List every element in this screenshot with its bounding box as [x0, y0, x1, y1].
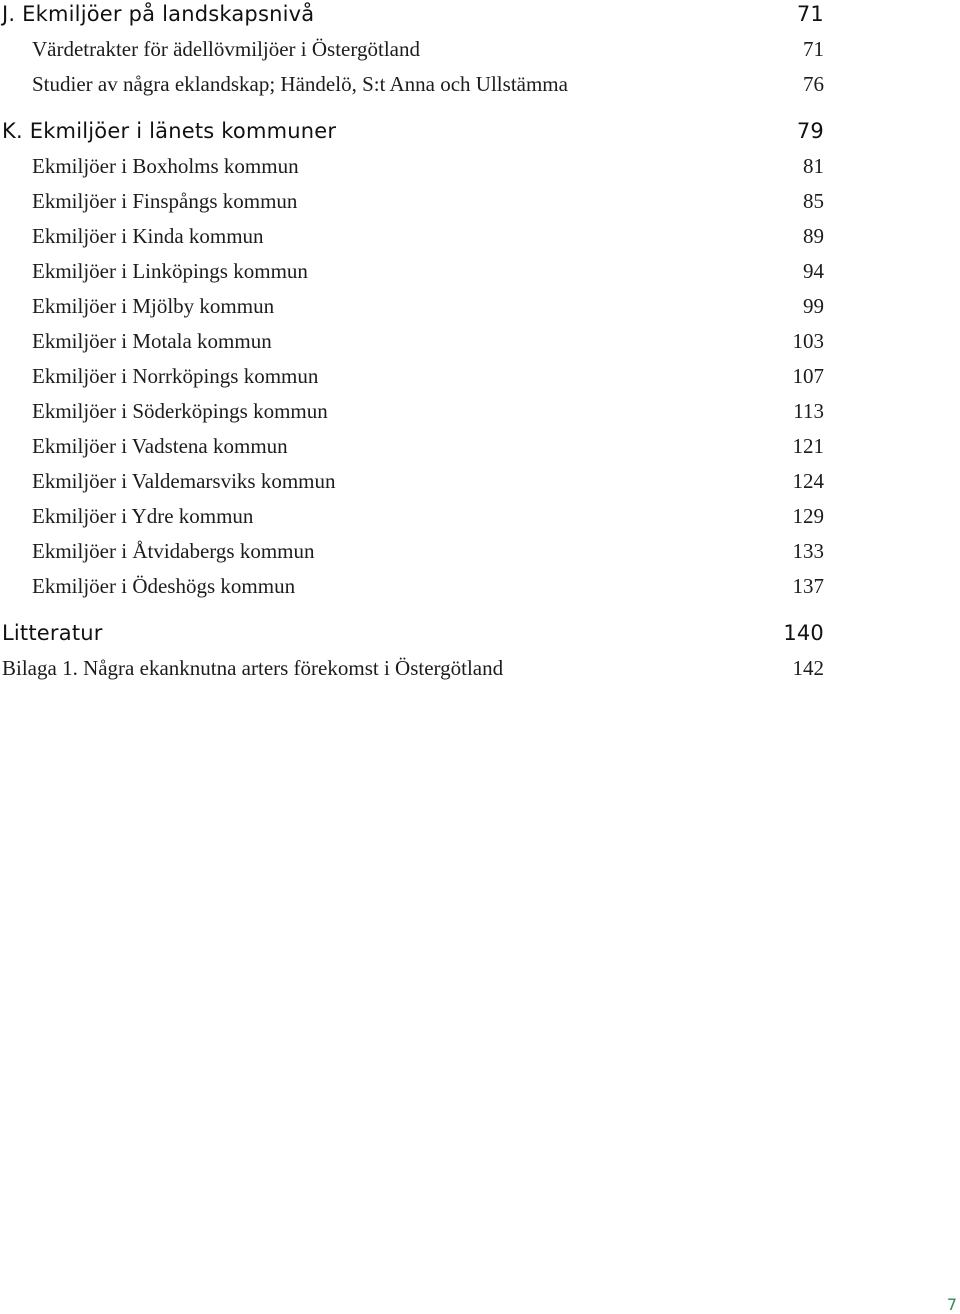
entry-page-number: 113: [793, 399, 824, 423]
entry-page-number: 124: [792, 469, 824, 493]
toc-section-heading[interactable]: [0, 0, 960, 32]
section-title: J. Ekmiljöer på landskapsnivå: [2, 2, 315, 26]
toc-entry[interactable]: [0, 32, 960, 67]
toc-entry[interactable]: [0, 324, 960, 359]
entry-page-number: 89: [803, 224, 824, 248]
entry-label: Ekmiljöer i Valdemarsviks kommun: [32, 469, 336, 493]
toc-entry[interactable]: [0, 651, 960, 686]
section-title: K. Ekmiljöer i länets kommuner: [2, 119, 337, 143]
entry-label: Ekmiljöer i Norrköpings kommun: [32, 364, 319, 388]
entry-label: Ekmiljöer i Finspångs kommun: [32, 189, 298, 213]
entry-page-number: 137: [792, 574, 824, 598]
toc-entry[interactable]: [0, 219, 960, 254]
toc-entry[interactable]: [0, 67, 960, 102]
entry-page-number: 99: [803, 294, 824, 318]
entry-label: Ekmiljöer i Motala kommun: [32, 329, 272, 353]
toc-entry[interactable]: [0, 499, 960, 534]
toc-entry[interactable]: [0, 149, 960, 184]
entry-label: Ekmiljöer i Ödeshögs kommun: [32, 574, 296, 598]
toc-entry[interactable]: [0, 569, 960, 604]
entry-page-number: 142: [792, 656, 824, 680]
entry-page-number: 85: [803, 189, 824, 213]
toc-entry[interactable]: [0, 359, 960, 394]
entry-page-number: 129: [792, 504, 824, 528]
entry-page-number: 81: [803, 154, 824, 178]
entry-page-number: 133: [792, 539, 824, 563]
entry-page-number: 103: [792, 329, 824, 353]
page-folio-number: 7: [946, 1295, 957, 1314]
entry-label: Ekmiljöer i Söderköpings kommun: [32, 399, 328, 423]
toc-entry[interactable]: [0, 184, 960, 219]
toc-entry[interactable]: [0, 289, 960, 324]
entry-page-number: 107: [792, 364, 824, 388]
entry-label: Studier av några eklandskap; Händelö, S:t Anna och Ullstämma: [32, 72, 568, 96]
section-page-number: 79: [796, 119, 824, 143]
entry-page-number: 94: [803, 259, 824, 283]
toc-entry[interactable]: [0, 534, 960, 569]
toc-entry[interactable]: [0, 254, 960, 289]
section-title: Litteratur: [2, 621, 103, 645]
toc-entry[interactable]: [0, 429, 960, 464]
entry-label: Bilaga 1. Några ekanknutna arters förekomst i Östergötland: [2, 656, 504, 680]
entry-page-number: 76: [803, 72, 824, 96]
toc-entry[interactable]: [0, 464, 960, 499]
entry-label: Ekmiljöer i Ydre kommun: [32, 504, 254, 528]
entry-page-number: 71: [803, 37, 824, 61]
toc-section-heading[interactable]: [0, 114, 960, 149]
entry-label: Ekmiljöer i Boxholms kommun: [32, 154, 299, 178]
entry-label: Ekmiljöer i Kinda kommun: [32, 224, 264, 248]
section-page-number: 140: [783, 621, 824, 645]
toc-section-heading[interactable]: [0, 616, 960, 651]
entry-page-number: 121: [792, 434, 824, 458]
entry-label: Ekmiljöer i Linköpings kommun: [32, 259, 308, 283]
entry-label: Ekmiljöer i Mjölby kommun: [32, 294, 275, 318]
toc-entry[interactable]: [0, 394, 960, 429]
entry-label: Ekmiljöer i Åtvidabergs kommun: [32, 539, 315, 563]
section-page-number: 71: [796, 2, 824, 26]
entry-label: Värdetrakter för ädellövmiljöer i Östergötland: [32, 37, 420, 61]
entry-label: Ekmiljöer i Vadstena kommun: [32, 434, 288, 458]
